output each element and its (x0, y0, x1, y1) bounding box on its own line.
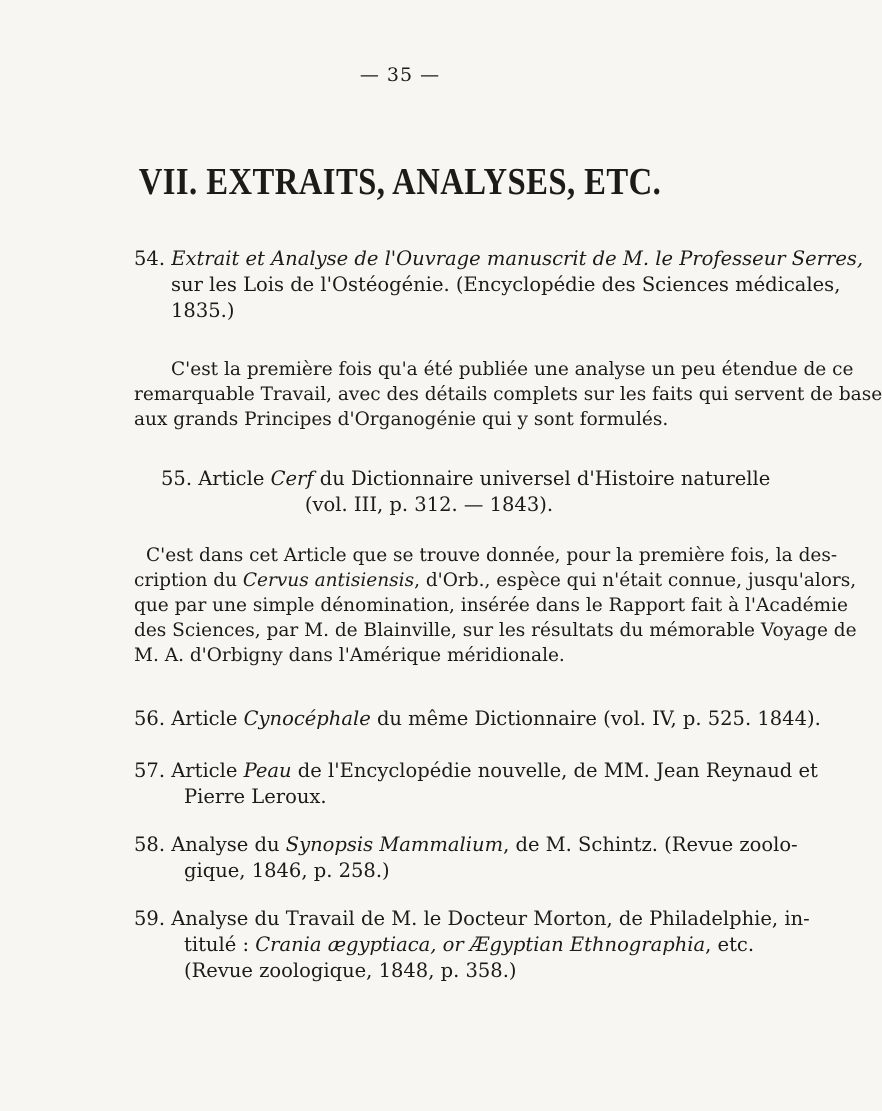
entry-55 (134, 466, 771, 518)
entry-title: Extrait et Analyse de l'Ouvrage manuscrit de M. le Professeur Serres, (171, 247, 864, 270)
entry-number: 54. (134, 247, 166, 270)
entry-suffix: , de M. Schintz. (Revue zoolo- (503, 833, 798, 856)
entry-58 (134, 832, 798, 884)
entry-59-line-1: 59. Analyse du Travail de M. le Docteur Morton, de Philadelphie, in- (134, 907, 810, 930)
paragraph-54-line-1: C'est la première fois qu'a été publiée une analyse un peu étendue de ce (171, 359, 854, 380)
entry-prefix: 55. Article (161, 467, 265, 490)
entry-prefix: 56. Article (134, 707, 238, 730)
entry-57-line-2: Pierre Leroux. (184, 785, 327, 808)
entry-54-line-1 (134, 246, 864, 272)
paragraph-55-line-3: que par une simple dénomination, insérée dans le Rapport fait à l'Académie (134, 595, 848, 616)
entry-italic: Cynocéphale (243, 707, 371, 730)
paragraph-55-line-4: des Sciences, par M. de Blainville, sur les résultats du mémorable Voyage de (134, 620, 857, 641)
entry-58-line-2: gique, 1846, p. 258.) (184, 859, 390, 882)
paragraph-55-line-2 (134, 568, 857, 593)
paragraph-54 (134, 357, 882, 432)
line-prefix: titulé : (184, 933, 250, 956)
species-name: Cervus antisiensis (242, 570, 415, 591)
paragraph-55-line-5: M. A. d'Orbigny dans l'Amérique méridionale. (134, 645, 565, 666)
entry-italic: Synopsis Mammalium (285, 833, 504, 856)
entry-58-line-1 (134, 832, 798, 858)
entry-56 (134, 706, 821, 732)
work-title: Crania ægyptiaca, or Ægyptian Ethnographia (255, 933, 706, 956)
entry-prefix: 58. Analyse du (134, 833, 280, 856)
entry-59 (134, 906, 810, 984)
entry-suffix: du même Dictionnaire (vol. IV, p. 525. 1844). (376, 707, 821, 730)
entry-prefix: 57. Article (134, 759, 238, 782)
entry-suffix: de l'Encyclopédie nouvelle, de MM. Jean Reynaud et (297, 759, 818, 782)
entry-55-line-1 (134, 466, 771, 492)
entry-57-line-1 (134, 758, 818, 784)
paragraph-55 (134, 543, 857, 668)
entry-59-line-2 (134, 932, 755, 958)
section-heading: VII. EXTRAITS, ANALYSES, ETC. (138, 161, 662, 203)
entry-italic: Peau (243, 759, 292, 782)
line-suffix: , d'Orb., espèce qui n'était connue, jusqu'alors, (414, 570, 857, 591)
entry-54-line-2: sur les Lois de l'Ostéogénie. (Encyclopédie des Sciences médicales, (171, 273, 841, 296)
entry-suffix: du Dictionnaire universel d'Histoire naturelle (319, 467, 771, 490)
page-number: — 35 — (359, 64, 441, 86)
paragraph-55-line-1: C'est dans cet Article que se trouve donnée, pour la première fois, la des- (146, 545, 838, 566)
paragraph-54-line-3: aux grands Principes d'Organogénie qui y sont formulés. (134, 409, 669, 430)
entry-56-line-1 (134, 706, 821, 732)
entry-55-line-2: (vol. III, p. 312. — 1843). (304, 493, 554, 516)
line-prefix: cription du (134, 570, 238, 591)
entry-54-line-3: 1835.) (171, 299, 235, 322)
entry-italic: Cerf (270, 467, 314, 490)
entry-54 (134, 246, 864, 324)
entry-57 (134, 758, 818, 810)
paragraph-54-line-2: remarquable Travail, avec des détails complets sur les faits qui servent de base (134, 384, 882, 405)
line-suffix: , etc. (705, 933, 755, 956)
entry-59-line-3: (Revue zoologique, 1848, p. 358.) (184, 959, 517, 982)
